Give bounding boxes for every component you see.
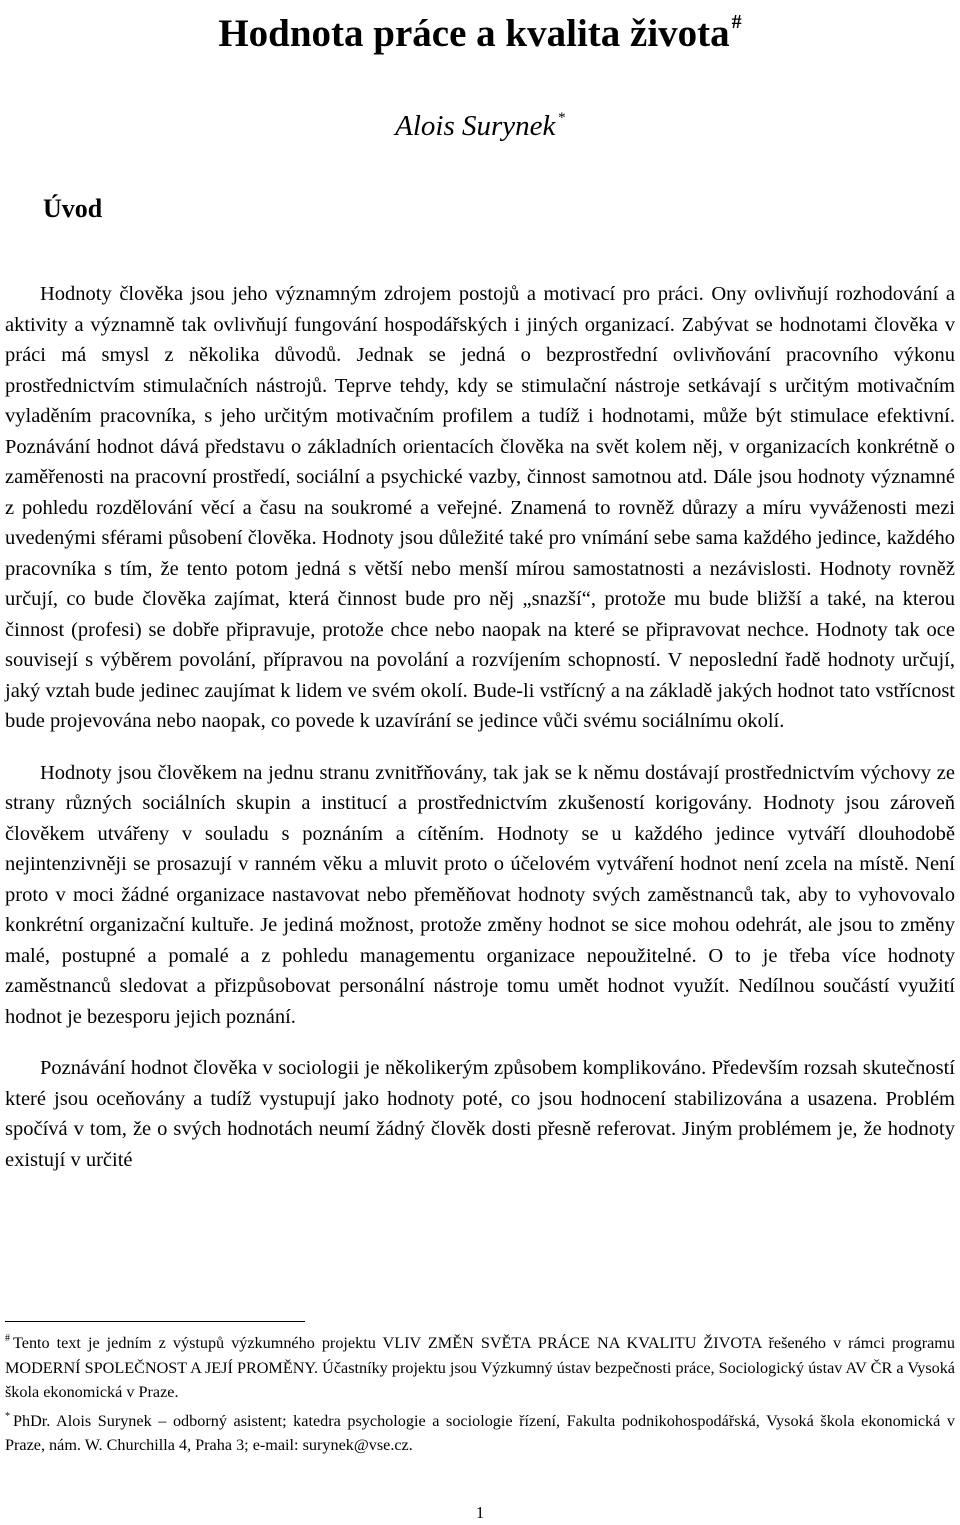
title-footnote-mark: # (731, 11, 742, 33)
author-footnote-mark: * (557, 110, 565, 126)
footnote-1 (5, 1327, 955, 1405)
paragraph-3: Poznávání hodnot člověka v sociologii je několikerým způsobem komplikováno. Především rozsah skutečností které jsou oceňovány a tudíž vystupují jako hodnoty poté, co jsou hodnocení stabilizována a usazena. Problém spočívá v tom, že o svých hodnotách neumí žádný člověk dosti přesně referovat. Jiným problémem je, že hodnoty existují v určité (5, 1057, 955, 1171)
body-text (5, 279, 955, 1196)
paragraph-2: Hodnoty jsou člověkem na jednu stranu zvnitřňovány, tak jak se k němu dostávají prostřednictvím výchovy ze strany různých sociálních skupin a institucí a prostřednictvím zkušeností korigovány. Hodnoty jsou zároveň člověkem utvářeny v souladu s poznáním a cítěním. Hodnoty se u každého jedince vytváří dlouhodobě nejintenzivněji se prosazují v ranném věku a mluvit proto o účelovém vytváření hodnot není zcela na místě. Není proto v moci žádné organizace nastavovat nebo přeměňovat hodnoty svých zaměstnanců tak, aby to vyhovovalo konkrétní organizační kultuře. Je jediná možnost, protože změny hodnot se sice mohou odehrát, ale jsou to změny malé, postupné a pomalé a z pohledu managementu organizace nepoužitelné. O to je třeba více hodnoty zaměstnanců sledovat a přizpůsobovat personální nástroje tomu umět hodnot využít. Nedílnou součástí využití hodnot je bezesporu jejich poznání. (5, 761, 955, 1028)
footnote-separator (5, 1321, 305, 1322)
footnote-1-text: Tento text je jedním z výstupů výzkumného projektu VLIV ZMĚN SVĚTA PRÁCE NA KVALITU ŽIVOTA řešeného v rámci programu MODERNÍ SPOLEČNOST A JEJÍ PROMĚNY. Účastníky projektu jsou Výzkumný ústav bezpečnosti práce, Sociologický ústav AV ČR a Vysoká škola ekonomická v Praze. (5, 1334, 955, 1401)
section-heading: Úvod (43, 194, 103, 223)
paragraph-1: Hodnoty člověka jsou jeho významným zdrojem postojů a motivací pro práci. Ony ovlivňují rozhodování a aktivity a významně tak ovlivňují fungování hospodářských i jiných organizací. Zabývat se hodnotami člověka v práci má smysl z několika důvodů. Jednak se jedná o bezprostřední ovlivňování pracovního výkonu prostřednictvím stimulačních nástrojů. Teprve tehdy, kdy se stimulační nástroje setkávají s určitým motivačním vyladěním pracovníka, s jeho určitým motivačním profilem a tudíž i hodnotami, může být stimulace efektivní. Poznávání hodnot dává představu o základních orientacích člověka na svět kolem něj, v organizacích konkrétně o zaměřenosti na pracovní prostředí, sociální a psychické vazby, činnost samotnou atd. Dále jsou hodnoty významné z pohledu rozdělování věcí a času na soukromé a veřejné. Znamená to rovněž důrazy a míru vyváženosti mezi uvedenými sférami působení člověka. Hodnoty jsou důležité také pro vnímání sebe sama každého jedince, každého pracovníka s tím, že tento potom jedná s větší nebo menší mírou samostatnosti a nezávislosti. Hodnoty rovněž určují, co bude člověka zajímat, která činnost bude pro něj „snazší“, protože mu bude bližší a také, na kterou činnost (profesi) se dobře připravuje, protože chce nebo naopak na které se připravovat nechce. Hodnoty tak oce souvisejí s výběrem povolání, přípravou na povolání a rozvíjením schopností. V neposlední řadě hodnoty určují, jaký vztah bude jedinec zaujímat k lidem ve svém okolí. Bude-li vstřícný a na základě jakých hodnot tato vstřícnost bude projevována nebo naopak, co povede k uzavírání se jedince vůči svému sociálnímu okolí. (5, 283, 955, 732)
footnote-2-text: PhDr. Alois Surynek – odborný asistent; katedra psychologie a sociologie řízení, Fakulta podnikohospodářská, Vysoká škola ekonomická v Praze, nám. W. Churchilla 4, Praha 3; e-mail: surynek@vse.cz. (5, 1411, 955, 1454)
author-line (5, 100, 955, 144)
footnote-2 (5, 1405, 955, 1458)
footnotes (5, 1327, 955, 1458)
author-name: Alois Surynek (395, 110, 556, 142)
page-number: 1 (475, 1503, 485, 1522)
footnote-1-mark: # (5, 1333, 10, 1344)
title-text: Hodnota práce a kvalita života (218, 12, 730, 55)
document-title (5, 0, 955, 56)
footnote-2-mark: * (5, 1410, 10, 1422)
